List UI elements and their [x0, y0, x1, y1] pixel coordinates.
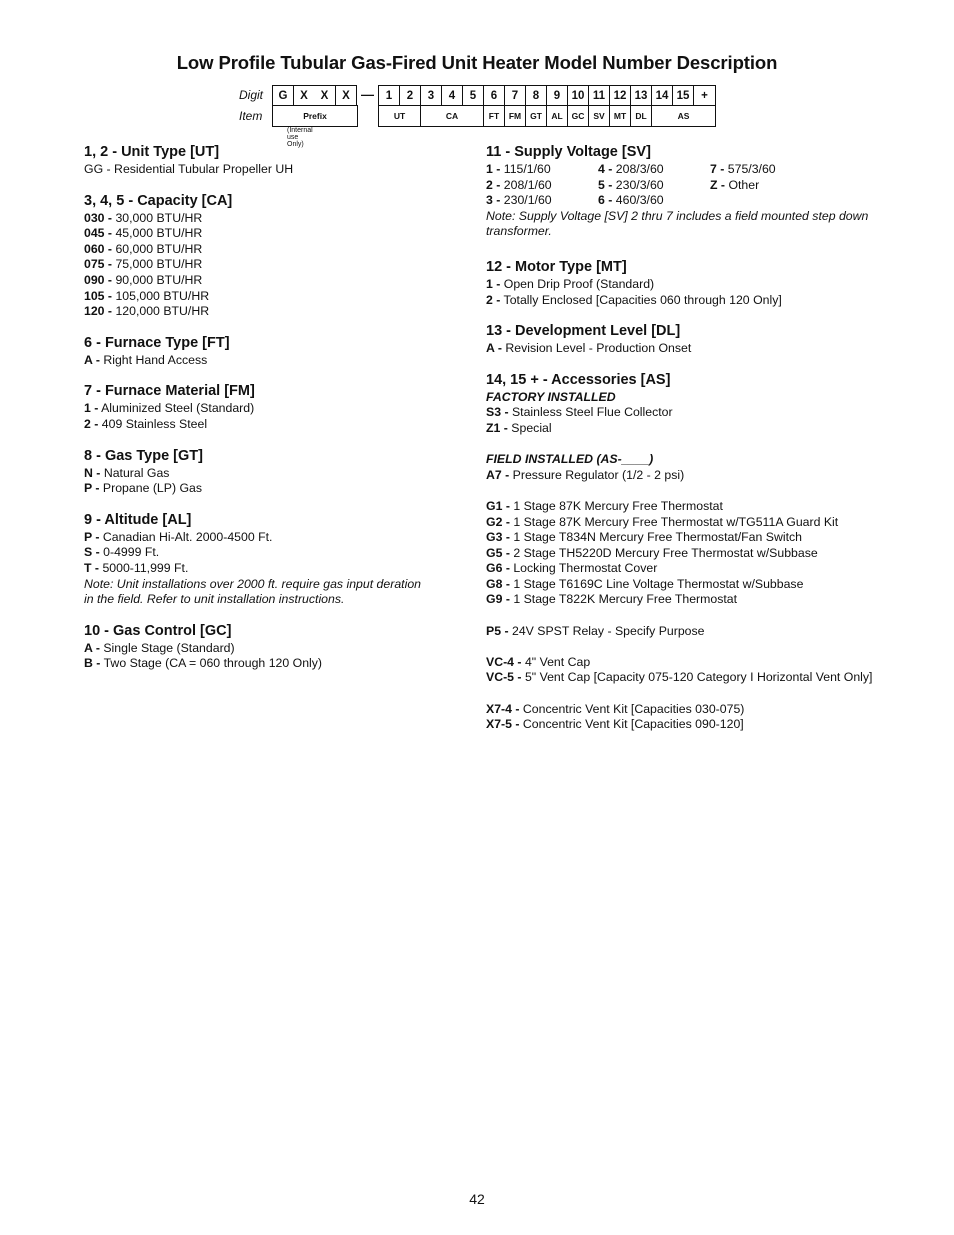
- section-gas-type: [84, 447, 444, 497]
- digit-cell: 6: [483, 85, 505, 106]
- digit-cell: 13: [630, 85, 652, 106]
- digit-cell: 4: [441, 85, 463, 106]
- option-line: G5 - 2 Stage TH5220D Mercury Free Thermostat w/Subbase: [486, 545, 818, 560]
- digit-cell: 9: [546, 85, 568, 106]
- digit-cell: 8: [525, 85, 547, 106]
- digit-cell: 7: [504, 85, 526, 106]
- option-line: P - Canadian Hi-Alt. 2000-4500 Ft.: [84, 529, 273, 544]
- item-cell-al: AL: [546, 105, 568, 127]
- digit-cell: 10: [567, 85, 589, 106]
- item-cell-as: AS: [651, 105, 716, 127]
- section-heading: 10 - Gas Control [GC]: [84, 622, 232, 639]
- digit-cell: 14: [651, 85, 673, 106]
- option-line: GG - Residential Tubular Propeller UH: [84, 162, 294, 176]
- right-column: [486, 143, 906, 747]
- option-line: 1 - Open Drip Proof (Standard): [486, 276, 655, 291]
- option-line: 2 - 208/1/60: [486, 177, 552, 192]
- voltage-options: [486, 162, 906, 209]
- prefix-digit-cell: G: [272, 85, 294, 106]
- prefix-digit-cell: X: [314, 85, 336, 106]
- item-row-label: Item: [239, 109, 263, 123]
- voltage-note: Note: Supply Voltage [SV] 2 thru 7 includes a field mounted step down transformer.: [486, 208, 869, 239]
- option-line: VC-5 - 5" Vent Cap [Capacity 075-120 Category I Horizontal Vent Only]: [486, 670, 873, 685]
- option-line: S - 0-4999 Ft.: [84, 545, 160, 560]
- item-cell-fm: FM: [504, 105, 526, 127]
- option-line: X7-4 - Concentric Vent Kit [Capacities 030-075): [486, 701, 745, 716]
- option-line: A - Right Hand Access: [84, 352, 208, 367]
- grid-dash: —: [361, 87, 374, 102]
- prefix-item-cell: Prefix: [272, 105, 358, 127]
- option-line: G3 - 1 Stage T834N Mercury Free Thermostat/Fan Switch: [486, 530, 802, 545]
- section-gas-control: [84, 622, 444, 672]
- section-heading: 7 - Furnace Material [FM]: [84, 383, 255, 400]
- section-heading: 12 - Motor Type [MT]: [486, 258, 627, 275]
- internal-use-note: (Internal use Only): [287, 127, 313, 148]
- section-motor-type: [486, 258, 906, 308]
- option-line: 1 - Aluminized Steel (Standard): [84, 401, 255, 416]
- altitude-note: Note: Unit installations over 2000 ft. require gas input deration in the field. Refer to unit installation instructions.: [84, 576, 421, 607]
- option-line: G9 - 1 Stage T822K Mercury Free Thermostat: [486, 592, 738, 607]
- digit-cell: 2: [399, 85, 421, 106]
- option-line: VC-4 - 4" Vent Cap: [486, 654, 591, 669]
- option-line: A - Single Stage (Standard): [84, 640, 235, 655]
- option-line: 5 - 230/3/60: [598, 177, 664, 192]
- section-heading: 8 - Gas Type [GT]: [84, 447, 203, 464]
- option-line: 4 - 208/3/60: [598, 162, 664, 176]
- option-line: 090 - 90,000 BTU/HR: [84, 272, 203, 287]
- section-heading: 3, 4, 5 - Capacity [CA]: [84, 192, 233, 209]
- section-altitude: [84, 511, 444, 608]
- option-line: A - Revision Level - Production Onset: [486, 341, 692, 356]
- digit-cell: 5: [462, 85, 484, 106]
- section-heading: 11 - Supply Voltage [SV]: [486, 144, 651, 160]
- option-line: S3 - Stainless Steel Flue Collector: [486, 405, 673, 420]
- option-line: G2 - 1 Stage 87K Mercury Free Thermostat w/TG511A Guard Kit: [486, 514, 839, 529]
- digit-row-label: Digit: [239, 88, 264, 102]
- option-line: 060 - 60,000 BTU/HR: [84, 241, 203, 256]
- option-line: 030 - 30,000 BTU/HR: [84, 210, 203, 225]
- item-cell-gc: GC: [567, 105, 589, 127]
- option-line: 6 - 460/3/60: [598, 193, 664, 208]
- digit-cell: 12: [609, 85, 631, 106]
- option-line: G6 - Locking Thermostat Cover: [486, 561, 658, 576]
- option-line: 105 - 105,000 BTU/HR: [84, 288, 210, 303]
- option-line: 3 - 230/1/60: [486, 193, 552, 208]
- factory-installed-label: FACTORY INSTALLED: [486, 389, 616, 404]
- section-heading: 1, 2 - Unit Type [UT]: [84, 144, 220, 160]
- option-line: 045 - 45,000 BTU/HR: [84, 226, 203, 241]
- section-heading: 13 - Development Level [DL]: [486, 323, 681, 340]
- page-number: 42: [469, 1191, 485, 1207]
- option-line: 120 - 120,000 BTU/HR: [84, 304, 210, 319]
- item-cell-ft: FT: [483, 105, 505, 127]
- option-line: 2 - 409 Stainless Steel: [84, 416, 208, 431]
- prefix-digit-cell: X: [293, 85, 315, 106]
- option-line: G1 - 1 Stage 87K Mercury Free Thermostat: [486, 498, 723, 513]
- item-cell-ut: UT: [378, 105, 421, 127]
- item-cell-gt: GT: [525, 105, 547, 127]
- item-cell-dl: DL: [630, 105, 652, 127]
- section-heading: 6 - Furnace Type [FT]: [84, 334, 230, 351]
- option-line: [710, 193, 822, 209]
- option-line: G8 - 1 Stage T6169C Line Voltage Thermostat w/Subbase: [486, 576, 804, 591]
- digit-cell: +: [693, 85, 716, 106]
- section-heading: 14, 15 + - Accessories [AS]: [486, 371, 671, 388]
- item-cell-ca: CA: [420, 105, 484, 127]
- option-line: Z1 - Special: [486, 420, 552, 435]
- option-line: N - Natural Gas: [84, 465, 170, 480]
- section-development-level: [486, 322, 906, 357]
- option-line: X7-5 - Concentric Vent Kit [Capacities 090-120]: [486, 717, 744, 732]
- option-line: P5 - 24V SPST Relay - Specify Purpose: [486, 623, 705, 638]
- section-supply-voltage: [486, 143, 906, 240]
- item-cell-sv: SV: [588, 105, 610, 127]
- option-line: Z - Other: [710, 177, 760, 192]
- option-line: 075 - 75,000 BTU/HR: [84, 257, 203, 272]
- left-column: [84, 143, 444, 686]
- section-accessories: [486, 371, 906, 733]
- field-installed-label: FIELD INSTALLED (AS-____): [486, 452, 654, 467]
- digit-cell: 1: [378, 85, 400, 106]
- option-line: P - Propane (LP) Gas: [84, 481, 203, 496]
- section-heading: 9 - Altitude [AL]: [84, 511, 192, 528]
- item-cell-mt: MT: [609, 105, 631, 127]
- digit-cell: 11: [588, 85, 610, 106]
- digit-cell: 3: [420, 85, 442, 106]
- section-capacity: [84, 192, 444, 320]
- option-line: 1 - 115/1/60: [486, 162, 551, 176]
- digit-cell: 15: [672, 85, 694, 106]
- option-line: T - 5000-11,999 Ft.: [84, 560, 189, 575]
- prefix-digit-cell: X: [335, 85, 357, 106]
- option-line: 2 - Totally Enclosed [Capacities 060 through 120 Only]: [486, 292, 782, 307]
- page-title: Low Profile Tubular Gas-Fired Unit Heater Model Number Description: [176, 52, 778, 73]
- section-furnace-type: [84, 334, 444, 369]
- section-furnace-material: [84, 382, 444, 432]
- option-line: A7 - Pressure Regulator (1/2 - 2 psi): [486, 467, 685, 482]
- option-line: 7 - 575/3/60: [710, 162, 776, 176]
- section-unit-type: [84, 143, 444, 178]
- option-line: B - Two Stage (CA = 060 through 120 Only): [84, 656, 323, 671]
